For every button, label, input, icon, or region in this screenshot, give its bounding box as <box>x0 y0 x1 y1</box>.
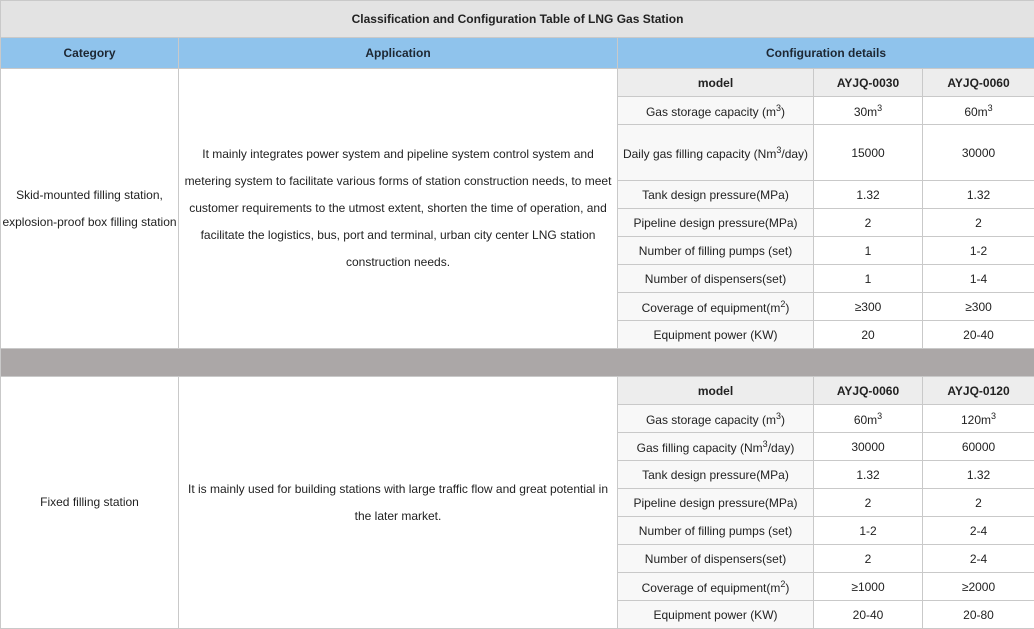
spec-value-1 <box>814 489 923 517</box>
cell-value: 1.32 <box>967 188 990 202</box>
spec-value-1 <box>814 265 923 293</box>
cell-value: 1 <box>865 272 872 286</box>
spec-label <box>618 405 814 433</box>
spec-value-1 <box>814 517 923 545</box>
spec-label <box>618 545 814 573</box>
cell-value: 1.32 <box>856 188 879 202</box>
spec-value-2 <box>923 125 1034 181</box>
cell-value: ≥300 <box>855 300 882 314</box>
spec-value-1 <box>814 461 923 489</box>
cell-value: 1-2 <box>970 244 987 258</box>
spec-value-2 <box>923 321 1034 349</box>
model-row <box>1 377 1034 405</box>
spec-value-1 <box>814 545 923 573</box>
cell-value: 20-40 <box>963 328 994 342</box>
spec-label-tail: /day) <box>768 441 795 455</box>
cell-value: 2-4 <box>970 552 987 566</box>
cell-value: ≥1000 <box>851 580 884 594</box>
cell-value: 20 <box>861 328 874 342</box>
cell-value: 2 <box>975 496 982 510</box>
spec-label <box>618 293 814 321</box>
spec-label-text: Daily gas filling capacity (Nm <box>623 147 776 161</box>
cell-value: ≥2000 <box>962 580 995 594</box>
spec-label-text: Tank design pressure(MPa) <box>642 188 789 202</box>
superscript: 2 <box>780 579 785 589</box>
model-name: AYJQ-0030 <box>814 69 923 97</box>
spec-value-1 <box>814 573 923 601</box>
spec-label-text: Gas storage capacity (m <box>646 413 776 427</box>
spec-label-text: Equipment power (KW) <box>653 608 777 622</box>
cell-value: 1.32 <box>967 468 990 482</box>
cell-value: 1-4 <box>970 272 987 286</box>
application-cell: It is mainly used for building stations with large traffic flow and great potential in the later market. <box>179 377 618 629</box>
cell-value: 20-40 <box>853 608 884 622</box>
spec-label-tail: /day) <box>781 147 808 161</box>
spec-value-1 <box>814 405 923 433</box>
section-separator <box>1 349 1034 377</box>
spec-value-1 <box>814 433 923 461</box>
spec-value-1 <box>814 125 923 181</box>
superscript: 3 <box>776 145 781 155</box>
spec-value-1 <box>814 237 923 265</box>
cell-value: 20-80 <box>963 608 994 622</box>
cell-value: 1-2 <box>859 524 876 538</box>
superscript: 3 <box>776 411 781 421</box>
header-configuration: Configuration details <box>618 38 1034 69</box>
spec-label <box>618 489 814 517</box>
spec-value-2 <box>923 293 1034 321</box>
cell-value: 1 <box>865 244 872 258</box>
spec-label-text: Coverage of equipment(m <box>642 581 781 595</box>
category-cell: Fixed filling station <box>1 377 179 629</box>
spec-value-2 <box>923 265 1034 293</box>
spec-label-text: Number of dispensers(set) <box>645 272 786 286</box>
superscript: 3 <box>877 411 882 421</box>
superscript: 3 <box>763 439 768 449</box>
cell-value: ≥300 <box>965 300 992 314</box>
spec-label-text: Gas filling capacity (Nm <box>637 441 763 455</box>
spec-label-text: Equipment power (KW) <box>653 328 777 342</box>
spec-label <box>618 237 814 265</box>
spec-label-tail: ) <box>785 301 789 315</box>
spec-value-1 <box>814 209 923 237</box>
header-category: Category <box>1 38 179 69</box>
application-cell: It mainly integrates power system and pipeline system control system and metering system to facilitate various forms of station construction needs, to meet customer requirements to the utmost extent, shorten the time of operation, and facilitate the logistics, bus, port and terminal, urban city center LNG station construction needs. <box>179 69 618 349</box>
spec-label <box>618 181 814 209</box>
superscript: 2 <box>780 299 785 309</box>
spec-value-2 <box>923 517 1034 545</box>
cell-value: 2 <box>865 216 872 230</box>
table-body <box>1 1 1034 629</box>
superscript: 3 <box>776 103 781 113</box>
model-name: AYJQ-0060 <box>923 69 1034 97</box>
superscript: 3 <box>988 103 993 113</box>
spec-value-2 <box>923 489 1034 517</box>
cell-value: 30000 <box>962 146 995 160</box>
spec-label-text: Tank design pressure(MPa) <box>642 468 789 482</box>
spec-label <box>618 601 814 629</box>
table-title: Classification and Configuration Table of LNG Gas Station <box>1 1 1034 38</box>
cell-value: 15000 <box>851 146 884 160</box>
spec-value-2 <box>923 461 1034 489</box>
header-application: Application <box>179 38 618 69</box>
spec-value-2 <box>923 237 1034 265</box>
cell-value: 2 <box>865 496 872 510</box>
spec-label <box>618 573 814 601</box>
spec-value-2 <box>923 97 1034 125</box>
spec-label-tail: ) <box>781 413 785 427</box>
superscript: 3 <box>991 411 996 421</box>
cell-value: 2-4 <box>970 524 987 538</box>
model-label: model <box>618 69 814 97</box>
spec-value-1 <box>814 321 923 349</box>
spec-label <box>618 433 814 461</box>
spec-value-1 <box>814 293 923 321</box>
cell-value: 30m <box>854 105 877 119</box>
spec-label-text: Gas storage capacity (m <box>646 105 776 119</box>
category-cell: Skid-mounted filling station, explosion-proof box filling station <box>1 69 179 349</box>
model-row <box>1 69 1034 97</box>
cell-value: 120m <box>961 413 991 427</box>
cell-value: 2 <box>865 552 872 566</box>
spec-label-text: Pipeline design pressure(MPa) <box>633 216 797 230</box>
spec-label <box>618 97 814 125</box>
model-name: AYJQ-0120 <box>923 377 1034 405</box>
cell-value: 2 <box>975 216 982 230</box>
spec-label-tail: ) <box>785 581 789 595</box>
cell-value: 60m <box>854 413 877 427</box>
cell-value: 60m <box>964 105 987 119</box>
spec-label <box>618 125 814 181</box>
spec-value-2 <box>923 209 1034 237</box>
spec-label-text: Coverage of equipment(m <box>642 301 781 315</box>
spec-value-1 <box>814 181 923 209</box>
separator-band <box>1 349 1034 377</box>
spec-label-text: Number of filling pumps (set) <box>639 524 792 538</box>
spec-value-2 <box>923 433 1034 461</box>
spec-value-2 <box>923 601 1034 629</box>
model-name: AYJQ-0060 <box>814 377 923 405</box>
spec-label-text: Number of filling pumps (set) <box>639 244 792 258</box>
spec-label <box>618 461 814 489</box>
superscript: 3 <box>877 103 882 113</box>
spec-value-2 <box>923 573 1034 601</box>
spec-value-2 <box>923 181 1034 209</box>
cell-value: 1.32 <box>856 468 879 482</box>
spec-label <box>618 265 814 293</box>
cell-value: 60000 <box>962 440 995 454</box>
spec-label <box>618 209 814 237</box>
model-label: model <box>618 377 814 405</box>
spec-label-text: Number of dispensers(set) <box>645 552 786 566</box>
spec-label-tail: ) <box>781 105 785 119</box>
spec-value-1 <box>814 97 923 125</box>
spec-label-text: Pipeline design pressure(MPa) <box>633 496 797 510</box>
spec-label <box>618 517 814 545</box>
spec-value-2 <box>923 405 1034 433</box>
spec-value-2 <box>923 545 1034 573</box>
spec-value-1 <box>814 601 923 629</box>
spec-label <box>618 321 814 349</box>
cell-value: 30000 <box>851 440 884 454</box>
